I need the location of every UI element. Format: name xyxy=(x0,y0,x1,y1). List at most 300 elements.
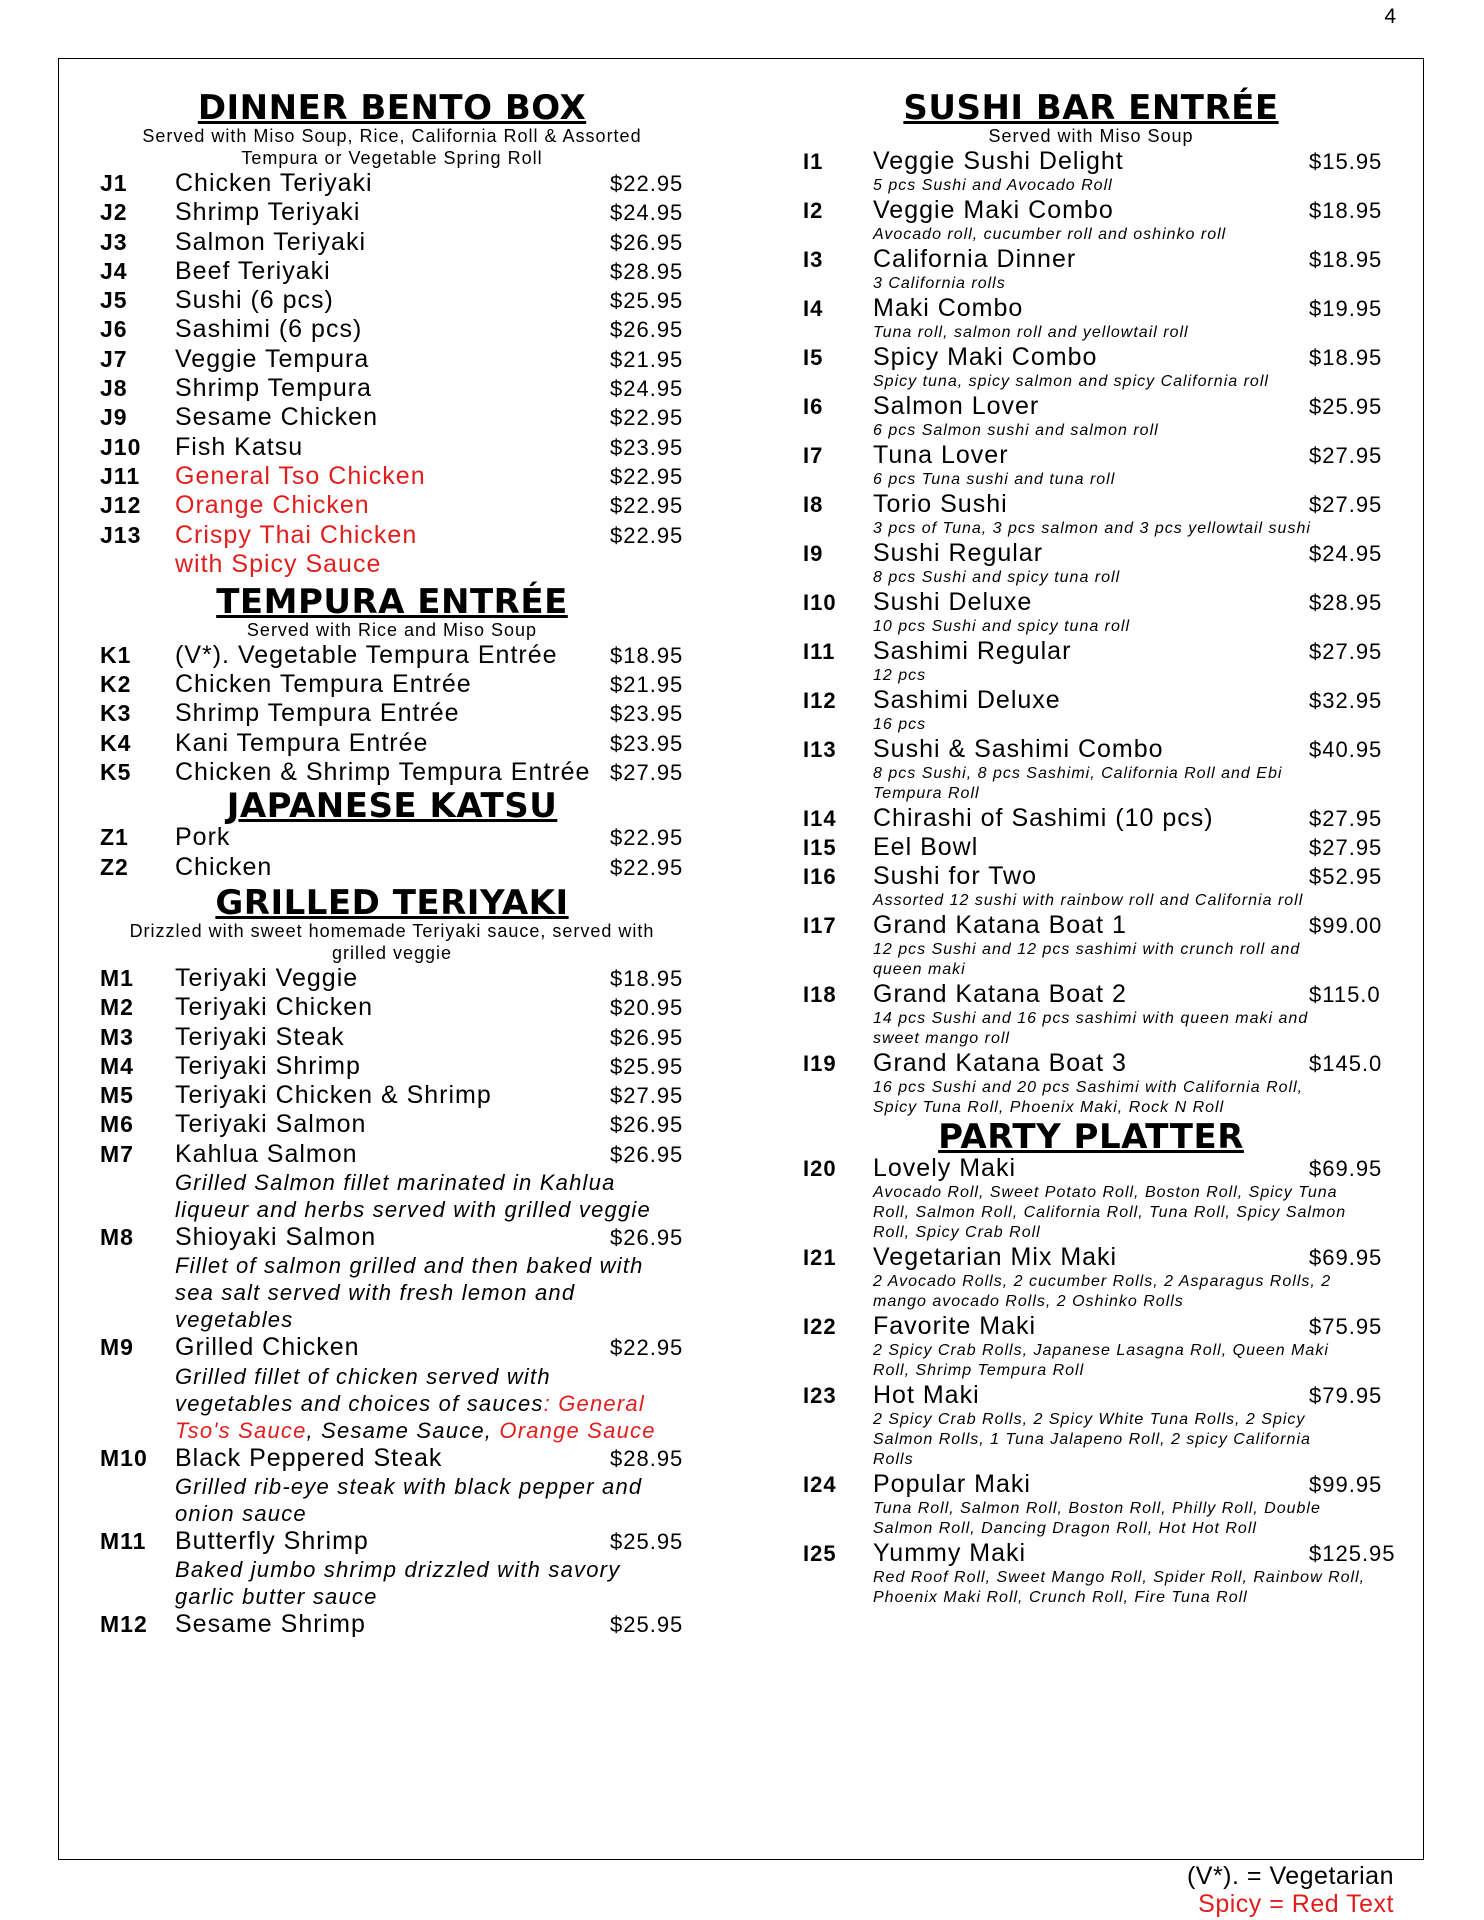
description-text: , Sesame Sauce, xyxy=(306,1417,500,1443)
item-code: M8 xyxy=(100,1224,134,1251)
item-name: Lovely Maki xyxy=(873,1154,1016,1182)
item-code: I13 xyxy=(803,737,837,762)
item-code: K1 xyxy=(100,641,132,668)
item-description: 8 pcs Sushi, 8 pcs Sashimi, California Roll and Ebi xyxy=(873,765,1283,782)
item-price: $23.95 xyxy=(610,730,684,756)
item-price: $23.95 xyxy=(610,701,684,727)
item-description: queen maki xyxy=(873,961,966,978)
item-description: 8 pcs Sushi and spicy tuna roll xyxy=(873,569,1121,586)
item-code: I6 xyxy=(803,394,824,419)
sushi-bar-section xyxy=(803,88,1423,1118)
item-description: sea salt served with fresh lemon and xyxy=(175,1280,576,1306)
menu-item xyxy=(803,980,1423,1009)
item-name: Teriyaki Veggie xyxy=(175,963,359,992)
item-price: $25.95 xyxy=(610,1612,684,1638)
menu-item xyxy=(100,1610,700,1639)
item-name: Sushi (6 pcs) xyxy=(175,286,334,315)
item-code: I11 xyxy=(803,639,836,664)
teriyaki-list xyxy=(100,964,700,1640)
item-price: $26.95 xyxy=(610,317,684,343)
item-price: $22.95 xyxy=(610,1335,684,1361)
dinner-bento-section xyxy=(100,88,700,579)
item-name: Grand Katana Boat 2 xyxy=(873,980,1127,1008)
item-code: I24 xyxy=(803,1472,837,1497)
tempura-title: TEMPURA ENTRÉE xyxy=(216,581,568,622)
item-price: $22.95 xyxy=(610,493,684,519)
menu-item xyxy=(803,804,1423,833)
item-name: (V*). Vegetable Tempura Entrée xyxy=(175,640,558,669)
item-price: $79.95 xyxy=(1309,1383,1383,1408)
menu-item xyxy=(803,862,1423,891)
item-name: Shrimp Tempura Entrée xyxy=(175,699,460,728)
item-name: Grand Katana Boat 1 xyxy=(873,911,1127,939)
item-code: I12 xyxy=(803,688,837,713)
item-name: Sushi Deluxe xyxy=(873,588,1033,616)
item-description: 6 pcs Salmon sushi and salmon roll xyxy=(873,422,1159,439)
item-price: $28.95 xyxy=(610,258,684,284)
item-code: I10 xyxy=(803,590,837,615)
item-code: I17 xyxy=(803,913,837,938)
item-code: J12 xyxy=(100,492,142,519)
menu-item xyxy=(803,147,1423,176)
item-name: Chicken & Shrimp Tempura Entrée xyxy=(175,758,591,787)
item-name: Sesame Shrimp xyxy=(175,1610,366,1639)
sushi-bar-subtitle: Served with Miso Soup xyxy=(988,126,1194,146)
item-description: Tempura Roll xyxy=(873,785,980,802)
menu-item xyxy=(803,245,1423,274)
sushi-bar-list xyxy=(803,147,1423,1118)
teriyaki-subtitle: Drizzled with sweet homemade Teriyaki sauce, served with xyxy=(129,920,655,941)
page-number: 4 xyxy=(1384,5,1396,28)
menu-item xyxy=(100,403,700,432)
item-price: $24.95 xyxy=(610,376,684,402)
item-name: Vegetarian Mix Maki xyxy=(873,1243,1118,1271)
dinner-bento-subtitle: Tempura or Vegetable Spring Roll xyxy=(241,148,543,168)
item-price: $22.95 xyxy=(610,522,684,548)
item-name: Teriyaki Steak xyxy=(175,1022,345,1051)
item-description: 5 pcs Sushi and Avocado Roll xyxy=(873,177,1113,194)
item-price: $25.95 xyxy=(610,288,684,314)
legend xyxy=(1187,1862,1394,1918)
item-name: Black Peppered Steak xyxy=(175,1443,443,1472)
party-platter-title: PARTY PLATTER xyxy=(938,1117,1244,1157)
item-code: I7 xyxy=(803,443,824,468)
item-name: Sushi & Sashimi Combo xyxy=(873,735,1164,763)
menu-item xyxy=(803,911,1423,940)
item-code: I2 xyxy=(803,198,824,223)
menu-item xyxy=(100,198,700,227)
menu-item xyxy=(803,441,1423,470)
item-name: Veggie Maki Combo xyxy=(873,196,1114,224)
item-description: sweet mango roll xyxy=(873,1030,1010,1047)
tempura-subtitle: Served with Rice and Miso Soup xyxy=(246,619,538,640)
menu-item xyxy=(100,345,700,374)
item-description: Assorted 12 sushi with rainbow roll and California roll xyxy=(873,892,1304,909)
menu-item xyxy=(100,1444,700,1473)
item-name: Teriyaki Chicken & Shrimp xyxy=(175,1081,492,1110)
item-name: Spicy Maki Combo xyxy=(873,343,1098,371)
item-name: Shrimp Tempura xyxy=(175,374,372,403)
item-description: 16 pcs Sushi and 20 pcs Sashimi with California Roll, xyxy=(873,1079,1304,1096)
item-price: $99.00 xyxy=(1309,913,1383,938)
item-code: M2 xyxy=(100,994,134,1021)
menu-item xyxy=(100,670,700,699)
item-description: 14 pcs Sushi and 16 pcs sashimi with queen maki and xyxy=(873,1010,1309,1027)
dinner-bento-title: DINNER BENTO BOX xyxy=(197,88,587,128)
item-code: I21 xyxy=(803,1245,837,1270)
item-description: Avocado Roll, Sweet Potato Roll, Boston Roll, Spicy Tuna xyxy=(873,1184,1338,1201)
menu-item xyxy=(100,641,700,670)
item-price: $23.95 xyxy=(610,434,684,460)
menu-item xyxy=(100,491,700,520)
item-code: J7 xyxy=(100,345,128,372)
menu-item xyxy=(100,1333,700,1362)
item-name: Torio Sushi xyxy=(873,490,1008,518)
item-code: I15 xyxy=(803,835,837,860)
item-price: $22.95 xyxy=(610,405,684,431)
item-price: $22.95 xyxy=(610,463,684,489)
menu-item xyxy=(100,699,700,728)
menu-item xyxy=(100,374,700,403)
item-description: vegetables xyxy=(175,1307,294,1333)
item-price: $145.0 xyxy=(1309,1051,1383,1076)
item-price: $21.95 xyxy=(610,672,684,698)
item-code: J1 xyxy=(100,170,128,196)
menu-item xyxy=(100,964,700,993)
menu-item xyxy=(100,433,700,462)
item-code: M3 xyxy=(100,1023,134,1050)
menu-item xyxy=(100,228,700,257)
menu-item xyxy=(803,490,1423,519)
menu-item xyxy=(100,521,700,550)
item-code: J2 xyxy=(100,199,128,226)
item-description: Phoenix Maki Roll, Crunch Roll, Fire Tuna Roll xyxy=(873,1589,1248,1606)
item-code: M5 xyxy=(100,1082,134,1109)
item-price: $27.95 xyxy=(1309,806,1383,831)
item-name: Maki Combo xyxy=(873,294,1024,322)
item-code: J4 xyxy=(100,257,128,284)
item-price: $18.95 xyxy=(610,642,684,668)
item-name: Crispy Thai Chicken xyxy=(175,520,418,549)
item-description: 3 California rolls xyxy=(873,275,1006,292)
item-code: I20 xyxy=(803,1156,837,1181)
item-name: Fish Katsu xyxy=(175,432,304,461)
item-price: $26.95 xyxy=(610,1024,684,1050)
left-column xyxy=(100,88,700,1640)
item-code: I14 xyxy=(803,806,837,831)
item-name: Favorite Maki xyxy=(873,1312,1037,1340)
item-code: J9 xyxy=(100,404,128,431)
item-price: $18.95 xyxy=(1309,198,1383,223)
item-price: $18.95 xyxy=(1309,247,1383,272)
item-price: $19.95 xyxy=(1309,296,1383,321)
teriyaki-section xyxy=(100,882,700,1640)
item-code: Z1 xyxy=(100,824,129,851)
item-price: $40.95 xyxy=(1309,737,1383,762)
item-code: I23 xyxy=(803,1383,837,1408)
item-name: Teriyaki Shrimp xyxy=(175,1051,361,1080)
item-price: $27.95 xyxy=(1309,835,1383,860)
dinner-bento-list xyxy=(100,169,700,579)
item-name: Grand Katana Boat 3 xyxy=(873,1049,1127,1077)
item-name: Kani Tempura Entrée xyxy=(175,728,429,757)
item-name: Hot Maki xyxy=(873,1381,980,1409)
item-price: $27.95 xyxy=(1309,443,1383,468)
item-code: I22 xyxy=(803,1314,837,1339)
menu-item xyxy=(803,1470,1423,1499)
item-description: Rolls xyxy=(873,1451,914,1468)
menu-item xyxy=(803,833,1423,862)
menu-item xyxy=(100,1023,700,1052)
item-name: Sushi for Two xyxy=(873,862,1038,890)
katsu-title: JAPANESE KATSU xyxy=(226,786,558,827)
item-description: Grilled fillet of chicken served with xyxy=(175,1363,551,1389)
menu-item xyxy=(100,257,700,286)
item-description: Spicy Tuna Roll, Phoenix Maki, Rock N Roll xyxy=(873,1099,1225,1116)
spicy-sauce-text: Tso's Sauce xyxy=(175,1417,307,1443)
menu-item xyxy=(803,539,1423,568)
menu-item xyxy=(803,1381,1423,1410)
menu-item xyxy=(803,686,1423,715)
item-name: Teriyaki Chicken xyxy=(175,993,374,1022)
item-code: J6 xyxy=(100,316,128,343)
menu-item xyxy=(100,1052,700,1081)
item-code: M12 xyxy=(100,1611,148,1638)
menu-item xyxy=(803,1049,1423,1078)
item-name: Shrimp Teriyaki xyxy=(175,198,361,227)
item-price: $25.95 xyxy=(610,1528,684,1554)
item-description: Fillet of salmon grilled and then baked with xyxy=(175,1253,644,1279)
item-name: Grilled Chicken xyxy=(175,1333,360,1362)
item-code: I9 xyxy=(803,541,824,566)
item-name: Sesame Chicken xyxy=(175,403,378,432)
menu-item xyxy=(100,169,700,198)
item-name-continued: with Spicy Sauce xyxy=(175,549,382,578)
item-price: $25.95 xyxy=(1309,394,1383,419)
item-name: Yummy Maki xyxy=(873,1539,1027,1567)
item-price: $18.95 xyxy=(610,965,684,991)
right-column xyxy=(803,88,1423,1608)
item-code: M6 xyxy=(100,1111,134,1138)
menu-item xyxy=(100,853,700,882)
item-description: onion sauce xyxy=(175,1500,307,1526)
item-description: Salmon Rolls, 1 Tuna Jalapeno Roll, 2 spicy California xyxy=(873,1431,1311,1448)
item-name: Pork xyxy=(175,823,231,852)
item-price: $32.95 xyxy=(1309,688,1383,713)
item-price: $99.95 xyxy=(1309,1472,1383,1497)
legend-spicy: Spicy = Red Text xyxy=(1198,1890,1394,1918)
item-price: $26.95 xyxy=(610,1141,684,1167)
menu-item xyxy=(100,1140,700,1169)
menu-item xyxy=(100,462,700,491)
item-description: Tuna roll, salmon roll and yellowtail roll xyxy=(873,324,1189,341)
item-description: Avocado roll, cucumber roll and oshinko roll xyxy=(873,226,1227,243)
item-price: $27.95 xyxy=(610,760,684,786)
menu-item xyxy=(803,1312,1423,1341)
item-description: 3 pcs of Tuna, 3 pcs salmon and 3 pcs yellowtail sushi xyxy=(873,520,1311,537)
item-description: 16 pcs xyxy=(873,716,927,733)
item-name: California Dinner xyxy=(873,245,1077,273)
item-name: Chicken Tempura Entrée xyxy=(175,670,472,699)
item-description: Salmon Roll, Dancing Dragon Roll, Hot Hot Roll xyxy=(873,1520,1257,1537)
item-name: Eel Bowl xyxy=(873,833,979,861)
menu-item xyxy=(803,637,1423,666)
item-name: Tuna Lover xyxy=(873,441,1009,469)
menu-item xyxy=(803,1243,1423,1272)
tempura-section xyxy=(100,581,700,787)
description-text: vegetables and choices of sauces xyxy=(175,1390,544,1416)
menu-item xyxy=(100,729,700,758)
item-code: J3 xyxy=(100,228,128,255)
item-description xyxy=(100,1390,700,1417)
item-price: $28.95 xyxy=(1309,590,1383,615)
item-price: $24.95 xyxy=(610,200,684,226)
sushi-bar-title: SUSHI BAR ENTRÉE xyxy=(903,88,1279,128)
item-name: Veggie Sushi Delight xyxy=(873,147,1124,175)
party-platter-section xyxy=(803,1117,1423,1608)
menu-item xyxy=(100,758,700,787)
item-description: 12 pcs Sushi and 12 pcs sashimi with crunch roll and xyxy=(873,941,1301,958)
item-description xyxy=(100,1417,700,1444)
item-price: $21.95 xyxy=(610,346,684,372)
item-code: I1 xyxy=(803,149,824,174)
item-price: $24.95 xyxy=(1309,541,1383,566)
menu-item xyxy=(100,823,700,852)
item-name: Butterfly Shrimp xyxy=(175,1526,369,1555)
menu-item xyxy=(803,294,1423,323)
teriyaki-title: GRILLED TERIYAKI xyxy=(215,882,569,923)
menu-item xyxy=(100,286,700,315)
item-code: M7 xyxy=(100,1140,134,1167)
item-code: I8 xyxy=(803,492,824,517)
menu-item xyxy=(100,315,700,344)
item-code: I19 xyxy=(803,1051,837,1076)
item-name: Salmon Teriyaki xyxy=(175,227,367,256)
item-price: $27.95 xyxy=(610,1083,684,1109)
item-price: $75.95 xyxy=(1309,1314,1383,1339)
item-price: $69.95 xyxy=(1309,1245,1383,1270)
item-code: J11 xyxy=(100,462,141,489)
item-code: K3 xyxy=(100,700,132,727)
item-name: General Tso Chicken xyxy=(175,461,426,490)
item-code: I25 xyxy=(803,1541,837,1566)
item-description: 6 pcs Tuna sushi and tuna roll xyxy=(873,471,1116,488)
item-description: Roll, Shrimp Tempura Roll xyxy=(873,1362,1085,1379)
item-code: M9 xyxy=(100,1334,134,1361)
item-price: $22.95 xyxy=(610,825,684,851)
item-name: Sushi Regular xyxy=(873,539,1044,567)
item-name: Shioyaki Salmon xyxy=(175,1223,377,1252)
item-price: $25.95 xyxy=(610,1053,684,1079)
item-price: $69.95 xyxy=(1309,1156,1383,1181)
item-code: J13 xyxy=(100,521,142,548)
menu-item xyxy=(803,196,1423,225)
item-description: Roll, Spicy Crab Roll xyxy=(873,1224,1041,1241)
item-code: Z2 xyxy=(100,853,129,880)
menu-item xyxy=(803,392,1423,421)
menu-item xyxy=(100,1110,700,1139)
menu-item xyxy=(100,1527,700,1556)
item-description: 2 Spicy Crab Rolls, 2 Spicy White Tuna Rolls, 2 Spicy xyxy=(873,1411,1306,1428)
katsu-section xyxy=(100,786,700,882)
spicy-sauce-text: Orange Sauce xyxy=(499,1417,656,1443)
item-code: J10 xyxy=(100,433,142,460)
item-name: Kahlua Salmon xyxy=(175,1139,358,1168)
item-code: J5 xyxy=(100,287,128,314)
menu-item xyxy=(803,735,1423,764)
item-name: Chicken xyxy=(175,852,273,881)
item-name: Chirashi of Sashimi (10 pcs) xyxy=(873,804,1214,832)
teriyaki-subtitle: grilled veggie xyxy=(331,942,453,963)
menu-item xyxy=(100,1223,700,1252)
item-description: 12 pcs xyxy=(873,667,927,684)
item-price: $125.95 xyxy=(1309,1541,1396,1566)
item-description: mango avocado Rolls, 2 Oshinko Rolls xyxy=(873,1293,1184,1310)
item-description: Grilled rib-eye steak with black pepper and xyxy=(175,1473,643,1499)
item-description: Spicy tuna, spicy salmon and spicy California roll xyxy=(873,373,1269,390)
item-description: liqueur and herbs served with grilled veggie xyxy=(175,1197,651,1223)
item-price: $27.95 xyxy=(1309,492,1383,517)
tempura-list xyxy=(100,641,700,787)
item-name: Beef Teriyaki xyxy=(175,256,331,285)
item-code: K2 xyxy=(100,671,132,698)
item-description: Tuna Roll, Salmon Roll, Boston Roll, Philly Roll, Double xyxy=(873,1500,1321,1517)
menu-item xyxy=(100,1081,700,1110)
menu-item xyxy=(803,343,1423,372)
item-price: $20.95 xyxy=(610,995,684,1021)
item-code: J8 xyxy=(100,375,128,402)
item-description: 2 Spicy Crab Rolls, Japanese Lasagna Roll, Queen Maki xyxy=(873,1342,1329,1359)
item-description: Red Roof Roll, Sweet Mango Roll, Spider Roll, Rainbow Roll, xyxy=(873,1569,1366,1586)
item-code: I16 xyxy=(803,864,837,889)
legend-vegetarian: (V*). = Vegetarian xyxy=(1186,1862,1394,1890)
menu-item xyxy=(803,1154,1423,1183)
item-price: $28.95 xyxy=(610,1445,684,1471)
item-name: Popular Maki xyxy=(873,1470,1031,1498)
dinner-bento-subtitle: Served with Miso Soup, Rice, California Roll & Assorted xyxy=(142,126,642,146)
item-code: I3 xyxy=(803,247,824,272)
item-name: Sashimi (6 pcs) xyxy=(175,315,363,344)
item-code: M1 xyxy=(100,964,134,991)
item-description: 2 Avocado Rolls, 2 cucumber Rolls, 2 Asparagus Rolls, 2 xyxy=(873,1273,1332,1290)
item-name: Sashimi Deluxe xyxy=(873,686,1061,714)
item-description: Baked jumbo shrimp drizzled with savory xyxy=(175,1557,621,1583)
item-name: Orange Chicken xyxy=(175,491,370,520)
menu-item xyxy=(803,1539,1423,1568)
item-code: M11 xyxy=(100,1527,147,1554)
spicy-sauce-text: : General xyxy=(543,1390,645,1416)
item-name: Chicken Teriyaki xyxy=(175,169,373,197)
katsu-list xyxy=(100,823,700,882)
item-price: $52.95 xyxy=(1309,864,1383,889)
item-name: Teriyaki Salmon xyxy=(175,1110,367,1139)
party-platter-list xyxy=(803,1154,1423,1608)
item-name: Salmon Lover xyxy=(873,392,1040,420)
item-code: I4 xyxy=(803,296,824,321)
item-code: I18 xyxy=(803,982,837,1007)
item-price: $15.95 xyxy=(1309,149,1383,174)
item-price: $22.95 xyxy=(610,171,684,196)
item-price: $26.95 xyxy=(610,1225,684,1251)
item-code: M10 xyxy=(100,1444,148,1471)
item-code: K4 xyxy=(100,729,132,756)
item-description: 10 pcs Sushi and spicy tuna roll xyxy=(873,618,1131,635)
item-price: $115.0 xyxy=(1309,982,1381,1007)
item-description: Grilled Salmon fillet marinated in Kahlua xyxy=(175,1170,616,1196)
item-price: $22.95 xyxy=(610,854,684,880)
item-description: garlic butter sauce xyxy=(175,1584,378,1610)
item-name: Veggie Tempura xyxy=(175,344,370,373)
